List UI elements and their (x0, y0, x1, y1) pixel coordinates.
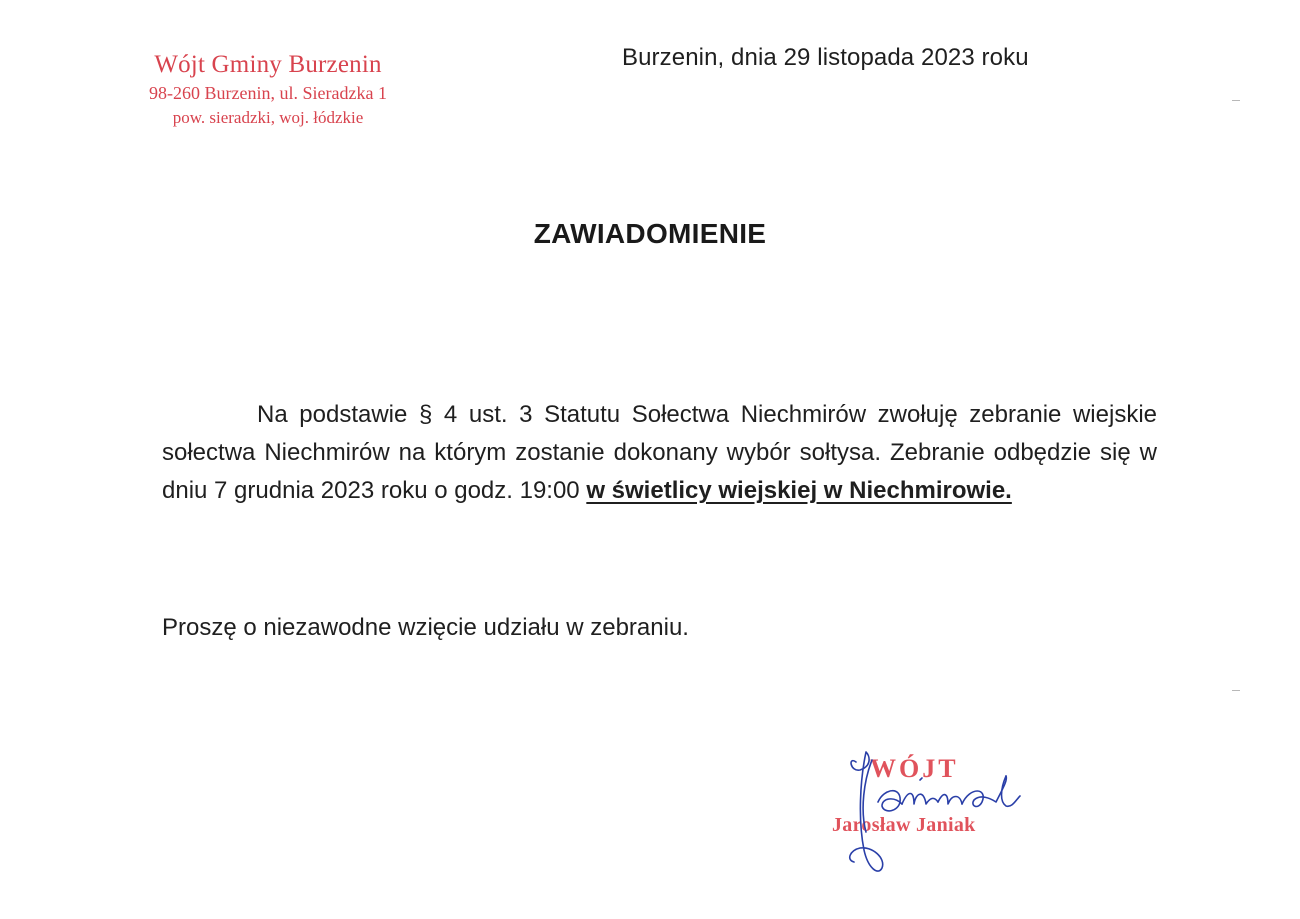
closing-request: Proszę o niezawodne wzięcie udziału w zebraniu. (162, 614, 689, 641)
handwritten-signature (820, 750, 1040, 880)
office-address: 98-260 Burzenin, ul. Sieradzka 1 (149, 83, 387, 103)
place-and-date: Burzenin, dnia 29 listopada 2023 roku (622, 44, 1029, 71)
notice-body (162, 396, 1157, 510)
office-header-stamp (138, 50, 398, 130)
stamp-name: Jarosław Janiak (832, 814, 976, 836)
scan-edge-mark (1232, 100, 1240, 101)
signature-stamp (820, 750, 1040, 880)
notice-body-text: Na podstawie § 4 ust. 3 Statutu Sołectwa Niechmirów zwołuję zebranie wiejskie sołectwa Niechmirów na którym zostanie dokonany wybór sołtysa. Zebranie odbędzie się w dniu 7 grudnia 2023 roku o godz. 19:00 (162, 401, 1157, 504)
document-title: ZAWIADOMIENIE (533, 218, 767, 249)
stamp-title: WÓJT (870, 754, 959, 783)
scan-edge-mark (1232, 690, 1240, 691)
office-name: Wójt Gminy Burzenin (154, 51, 382, 78)
meeting-location: w świetlicy wiejskiej w Niechmirowie. (586, 477, 1012, 504)
office-region: pow. sieradzki, woj. łódzkie (172, 108, 364, 127)
